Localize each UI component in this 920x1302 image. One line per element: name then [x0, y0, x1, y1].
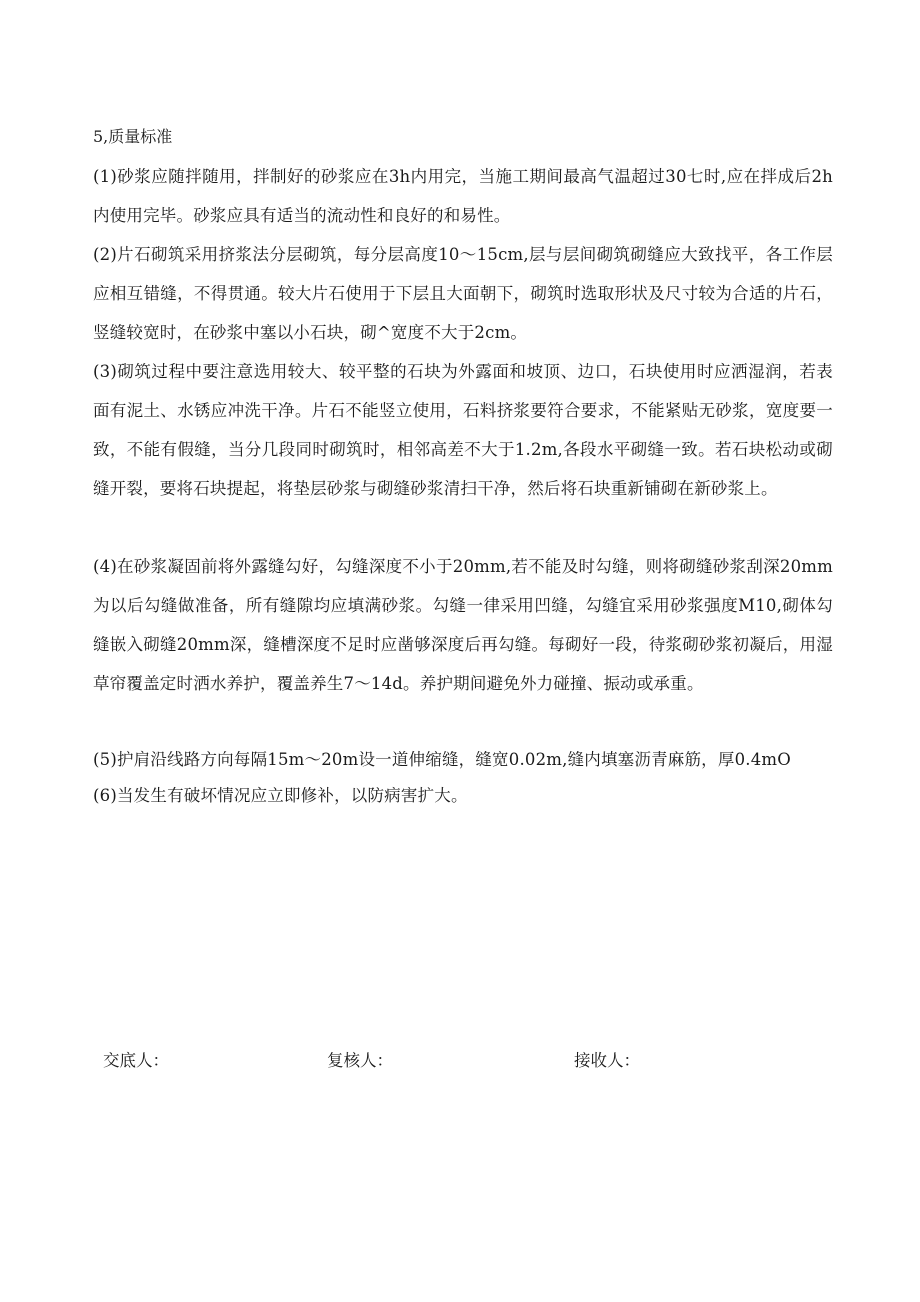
paragraph-3: (3)砌筑过程中要注意选用较大、较平整的石块为外露面和坡顶、边口，石块使用时应洒湿润，若表面有泥土、水锈应冲洗干净。片石不能竖立使用，石料挤浆要符合要求，不能紧贴无砂浆，宽度要一致，不能有假缝，当分几段同时砌筑时，相邻高差不大于1.2m,各段水平砌缝一致。若石块松动或砌缝开裂，要将石块提起，将垫层砂浆与砌缝砂浆清扫干净，然后将石块重新铺砌在新砂浆上。 [93, 362, 833, 498]
section-heading: 5,质量标准 [93, 127, 173, 146]
reviewer-label: 复核人： [327, 1051, 393, 1070]
paragraph-1: (1)砂浆应随拌随用，拌制好的砂浆应在3h内用完，当施工期间最高气温超过30七时,应在拌成后2h内使用完毕。砂浆应具有适当的流动性和良好的和易性。 [93, 167, 833, 225]
paragraph-6: (6)当发生有破坏情况应立即修补，以防病害扩大。 [93, 786, 468, 805]
paragraph-5: (5)护肩沿线路方向每隔15m～20m设一道伸缩缝，缝宽0.02m,缝内填塞沥青麻筋，厚0.4mO [93, 750, 791, 769]
receiver-label: 接收人： [574, 1051, 640, 1070]
paragraph-4: (4)在砂浆凝固前将外露缝勾好，勾缝深度不小于20mm,若不能及时勾缝，则将砌缝砂浆刮深20mm为以后勾缝做准备，所有缝隙均应填满砂浆。勾缝一律采用凹缝，勾缝宜采用砂浆强度M10,砌体勾缝嵌入砌缝20mm深，缝槽深度不足时应凿够深度后再勾缝。每砌好一段，待浆砌砂浆初凝后，用湿草帘覆盖定时洒水养护，覆盖养生7～14d。养护期间避免外力碰撞、振动或承重。 [93, 557, 833, 693]
paragraph-2: (2)片石砌筑采用挤浆法分层砌筑，每分层高度10～15cm,层与层间砌筑砌缝应大致找平，各工作层应相互错缝，不得贯通。较大片石使用于下层且大面朝下，砌筑时选取形状及尺寸较为合适的片石，竖缝较宽时，在砂浆中塞以小石块，砌^宽度不大于2cm。 [93, 245, 833, 342]
handover-person-label: 交底人： [103, 1051, 169, 1070]
